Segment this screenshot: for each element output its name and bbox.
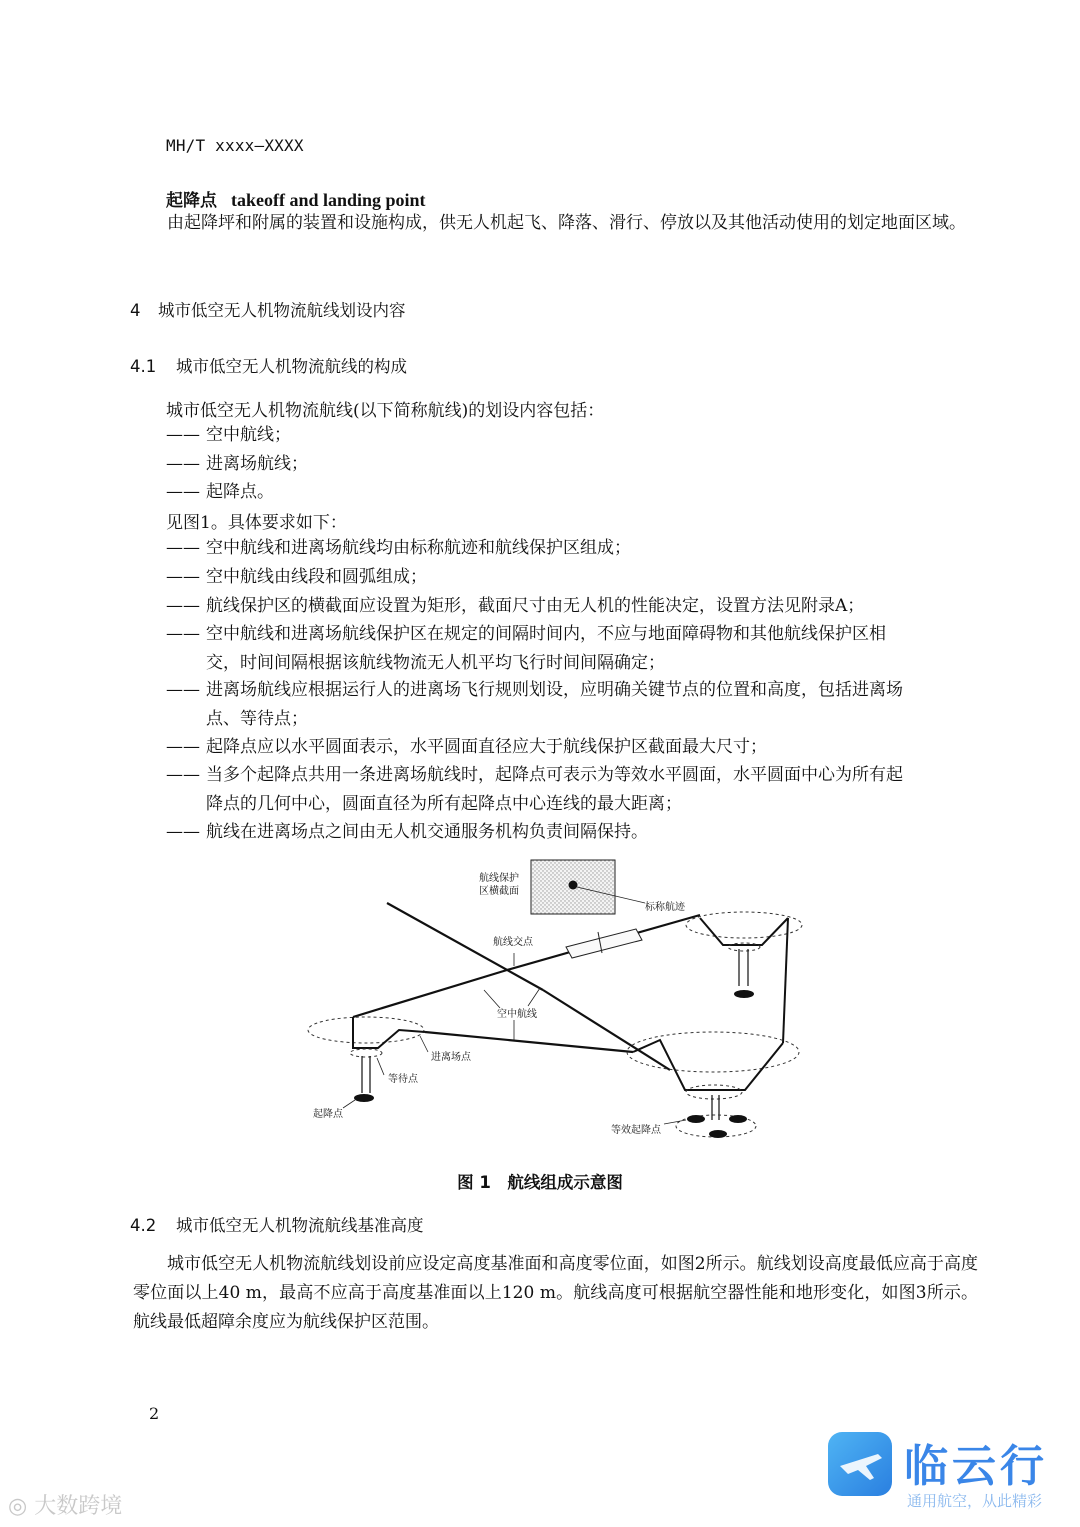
- requirement-item: —— 起降点应以水平圆面表示，水平圆面直径应大于航线保护区截面最大尺寸；: [166, 737, 767, 757]
- label-equivalent-landing-point: 等效起降点: [611, 1125, 661, 1136]
- landing-pad: [354, 1094, 374, 1102]
- section-title: 城市低空无人机物流航线基准高度: [176, 1216, 424, 1235]
- label-cross-section: 航线保护: [479, 873, 519, 884]
- document-code: MH/T xxxx—XXXX: [166, 136, 304, 155]
- section-4-1-heading: [130, 353, 407, 377]
- label-approach-point: 进离场点: [431, 1052, 471, 1063]
- label-nominal-track: 标称航迹: [645, 902, 685, 913]
- approach-path: [633, 1040, 783, 1090]
- label-cross-section: 区横截面: [479, 886, 519, 897]
- term-heading: [166, 186, 426, 211]
- brand-name: 临云行: [904, 1441, 1048, 1492]
- landing-pad: [729, 1115, 747, 1123]
- air-route-line: [353, 915, 700, 1017]
- protection-zone-segment: [566, 929, 642, 958]
- see-figure-line: 见图1。具体要求如下：: [166, 513, 347, 533]
- requirement-item: —— 空中航线和进离场航线均由标称航迹和航线保护区组成；: [166, 538, 631, 558]
- protection-circle: [627, 1032, 799, 1072]
- term-zh: 起降点: [166, 191, 217, 211]
- page-number: 2: [149, 1404, 160, 1423]
- watermark-left: ◎ 大数跨境: [8, 1494, 123, 1519]
- landing-pad: [734, 990, 754, 998]
- requirement-item: —— 当多个起降点共用一条进离场航线时，起降点可表示为等效水平圆面，水平圆面中心为所有起 降点的几何中心，圆面直径为所有起降点中心连线的最大距离；: [166, 765, 903, 814]
- label-air-route: 空中航线: [497, 1009, 537, 1020]
- label-holding-point: 等待点: [388, 1074, 418, 1085]
- figure-caption: 图 1 航线组成示意图: [457, 1173, 623, 1192]
- landing-pad: [709, 1130, 727, 1138]
- requirement-item: —— 空中航线由线段和圆弧组成；: [166, 567, 427, 587]
- requirement-item: —— 航线在进离场点之间由无人机交通服务机构负责间隔保持。: [166, 822, 648, 842]
- requirement-item: —— 空中航线和进离场航线保护区在规定的间隔时间内，不应与地面障碍物和其他航线保护区相 交，时间间隔根据该航线物流无人机平均飞行时间间隔确定；: [166, 624, 886, 673]
- label-intersection: 航线交点: [493, 937, 533, 948]
- section-4-2-heading: [130, 1212, 424, 1236]
- brand-slogan: 通用航空，从此精彩: [907, 1492, 1043, 1510]
- component-item: —— 空中航线；: [166, 425, 291, 445]
- brand-logo-icon: [828, 1432, 892, 1496]
- section-title: 城市低空无人机物流航线划设内容: [158, 301, 406, 320]
- route-composition-diagram: [290, 855, 820, 1155]
- requirement-item: —— 进离场航线应根据运行人的进离场飞行规则划设，应明确关键节点的位置和高度，包括进离场 点、等待点；: [166, 680, 903, 729]
- section-number: 4: [130, 301, 141, 320]
- approach-path: [783, 918, 788, 1043]
- section-4-1-intro: 城市低空无人机物流航线(以下简称航线)的划设内容包括：: [166, 401, 605, 421]
- label-landing-point: 起降点: [313, 1109, 343, 1120]
- protection-circle: [686, 912, 802, 938]
- component-item: —— 起降点。: [166, 482, 274, 502]
- requirement-item: —— 航线保护区的横截面应设置为矩形，截面尺寸由无人机的性能决定，设置方法见附录A；: [166, 596, 865, 616]
- component-item: —— 进离场航线；: [166, 454, 308, 474]
- track-dot: [569, 881, 578, 890]
- air-route-line: [543, 990, 670, 1070]
- approach-path: [353, 1017, 425, 1048]
- section-4-2-body: 城市低空无人机物流航线划设前应设定高度基准面和高度零位面，如图2所示。航线划设高度最低应高于高度零位面以上40 m，最高不应高于高度基准面以上120 m。航线高度可根据航空器性能和地形变化，如图3所示。航线最低超障余度应为航线保护区范围。: [133, 1254, 978, 1332]
- term-definition: 由起降坪和附属的装置和设施构成，供无人机起飞、降落、滑行、停放以及其他活动使用的划定地面区域。: [167, 213, 966, 233]
- landing-pad: [687, 1115, 705, 1123]
- weibo-icon: ◎: [8, 1494, 35, 1519]
- term-en: takeoff and landing point: [231, 190, 426, 210]
- approach-path: [700, 918, 788, 945]
- section-title: 城市低空无人机物流航线的构成: [176, 357, 407, 376]
- section-number: 4.1: [130, 357, 157, 376]
- section-4-heading: [130, 297, 406, 321]
- section-number: 4.2: [130, 1216, 157, 1235]
- air-route-line: [425, 1032, 633, 1052]
